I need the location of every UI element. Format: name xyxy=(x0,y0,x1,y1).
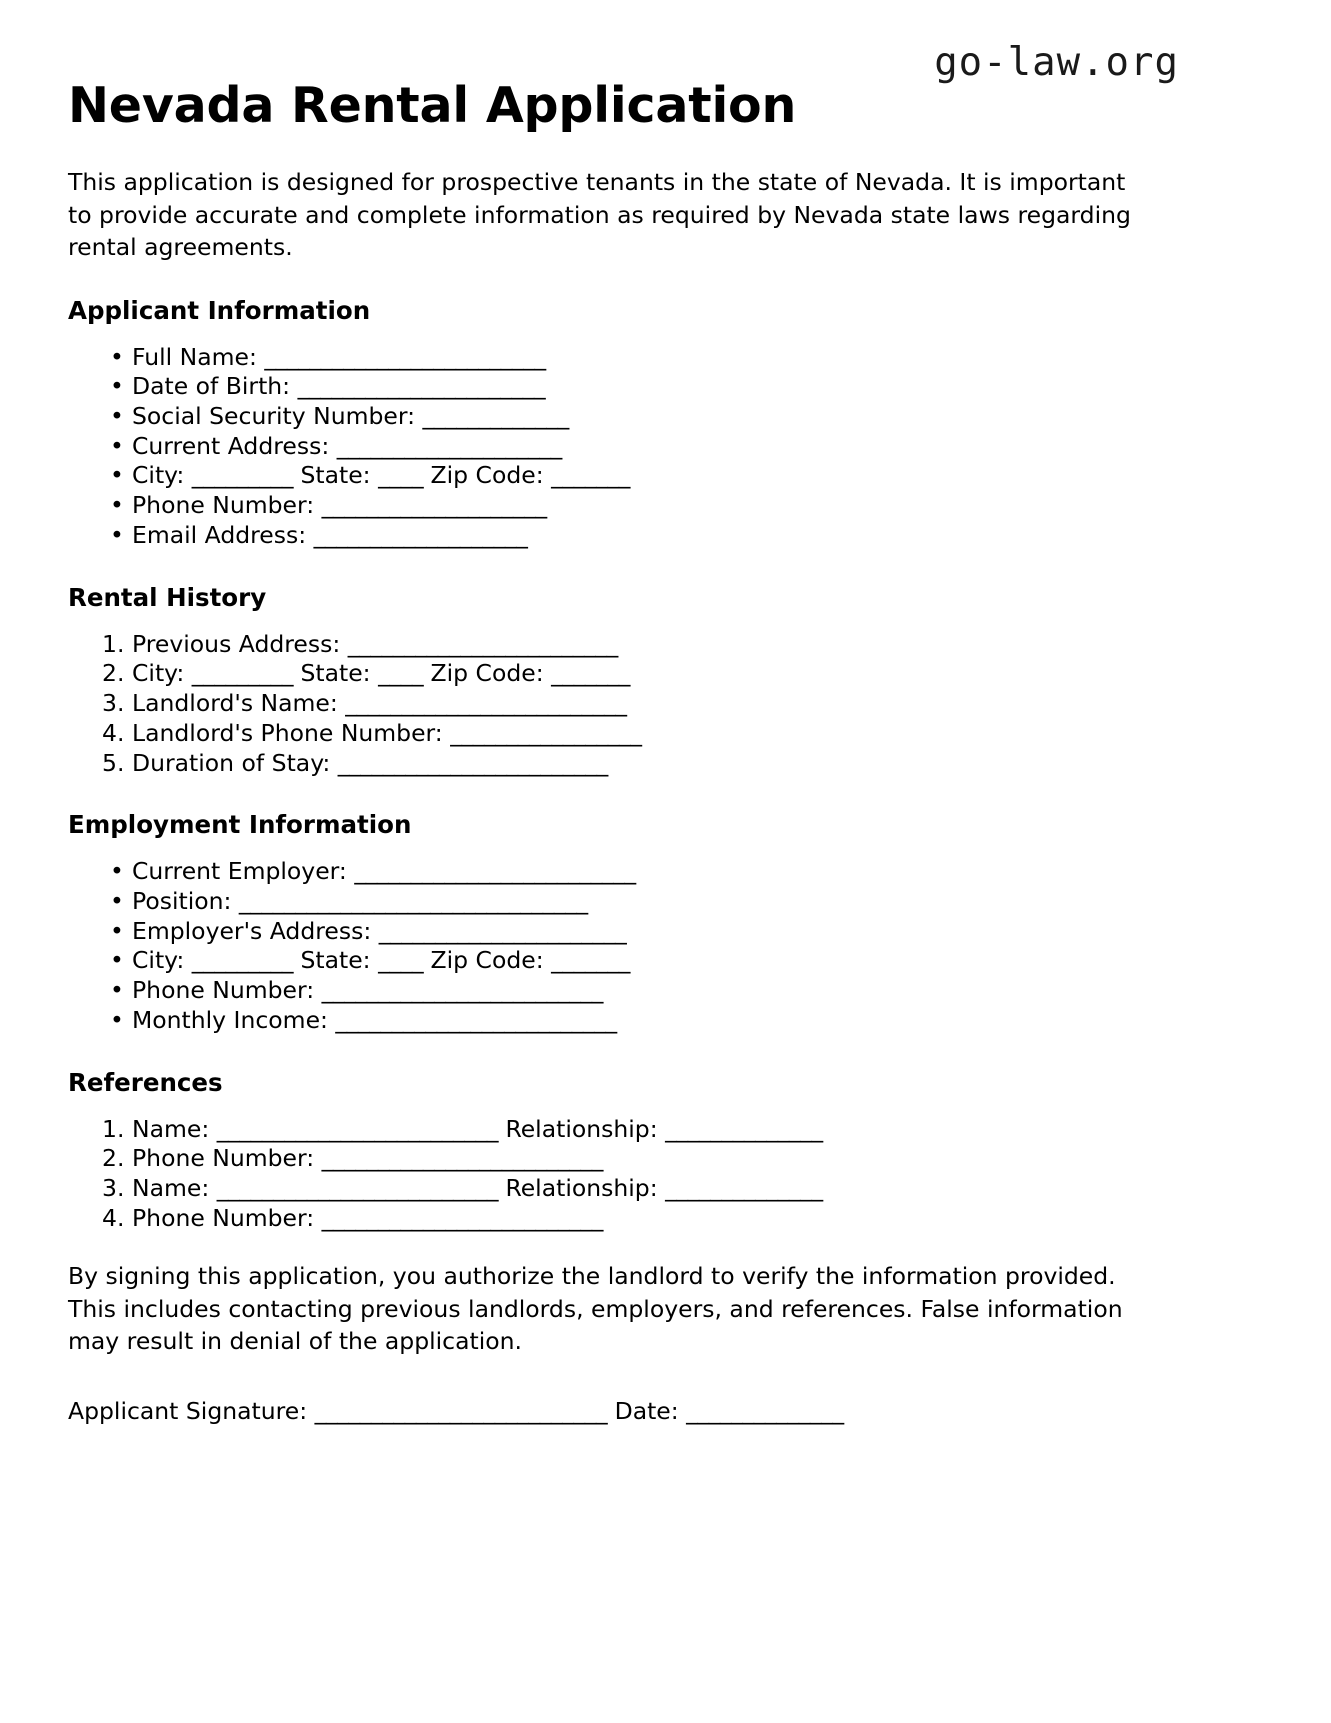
list-item-marker: • xyxy=(110,372,124,401)
field-label: Monthly Income: xyxy=(132,1005,336,1034)
field-label: Social Security Number: xyxy=(132,402,423,431)
list-item xyxy=(68,461,1181,491)
field-label: Full Name: xyxy=(132,342,265,371)
field-label: Name: xyxy=(132,1114,217,1143)
field-blank[interactable]: ______________ xyxy=(665,1173,823,1202)
field-blank[interactable]: _______ xyxy=(551,461,630,490)
list-item xyxy=(68,857,1181,887)
site-brand-logo: go-law.org xyxy=(934,40,1179,85)
field-label: State: xyxy=(293,659,379,688)
field-blank[interactable]: _________________________ xyxy=(345,689,627,718)
field-label: City: xyxy=(132,946,192,975)
list-item xyxy=(68,630,1181,660)
applicant-signature-label: Applicant Signature: xyxy=(68,1396,315,1425)
list-item-marker: 1. xyxy=(102,1114,125,1143)
list-item-marker: • xyxy=(110,402,124,431)
field-blank[interactable]: _________ xyxy=(191,659,293,688)
list-item xyxy=(68,887,1181,917)
field-blank[interactable]: _______ xyxy=(551,946,630,975)
section-heading-applicant-information: Applicant Information xyxy=(68,295,371,325)
field-blank[interactable]: ________________________ xyxy=(337,748,608,777)
list-item-marker: • xyxy=(110,431,124,460)
list-item-marker: 5. xyxy=(102,748,125,777)
field-blank[interactable]: _________________________ xyxy=(216,1114,498,1143)
list-item xyxy=(68,491,1181,521)
field-blank[interactable]: _________ xyxy=(191,461,293,490)
field-blank[interactable]: _________ xyxy=(191,946,293,975)
references-field-list xyxy=(68,1101,1181,1234)
field-label: Email Address: xyxy=(132,520,314,549)
date-label: Date: xyxy=(607,1396,687,1425)
field-blank[interactable]: ________________________ xyxy=(347,629,618,658)
list-item xyxy=(68,343,1181,373)
field-label: Relationship: xyxy=(497,1173,666,1202)
list-item xyxy=(68,976,1181,1006)
list-item xyxy=(68,659,1181,689)
list-item-marker: • xyxy=(110,886,124,915)
field-label: City: xyxy=(132,659,192,688)
list-item xyxy=(68,719,1181,749)
field-label: Landlord's Phone Number: xyxy=(132,718,451,747)
list-item xyxy=(68,372,1181,402)
field-label: Phone Number: xyxy=(132,1203,322,1232)
list-item-marker: • xyxy=(110,491,124,520)
field-blank[interactable]: ______________________ xyxy=(297,372,546,401)
field-blank[interactable]: _________________________ xyxy=(321,976,603,1005)
field-label: Zip Code: xyxy=(423,946,552,975)
list-item-marker: • xyxy=(110,857,124,886)
field-label: Zip Code: xyxy=(423,461,552,490)
signature-row xyxy=(68,1358,1181,1427)
list-item xyxy=(68,749,1181,779)
field-label: Date of Birth: xyxy=(132,372,298,401)
list-item-marker: • xyxy=(110,976,124,1005)
list-item-marker: • xyxy=(110,520,124,549)
list-item xyxy=(68,1144,1181,1174)
field-label: State: xyxy=(293,946,379,975)
field-blank[interactable]: _________________ xyxy=(450,718,642,747)
list-item xyxy=(68,521,1181,551)
list-item xyxy=(68,402,1181,432)
applicant-information-field-list xyxy=(68,329,1181,551)
field-blank[interactable]: _____________ xyxy=(422,402,569,431)
disclaimer-paragraph: By signing this application, you authorize the landlord to verify the information provided. This includes contacting previous landlords, employers, and references. False information may result in denial of the application. xyxy=(68,1262,1123,1356)
field-blank[interactable]: _________________________ xyxy=(321,1203,603,1232)
field-blank[interactable]: ____ xyxy=(378,659,424,688)
list-item xyxy=(68,432,1181,462)
field-blank[interactable]: _________________________ xyxy=(216,1173,498,1202)
list-item-marker: 3. xyxy=(102,689,125,718)
list-item xyxy=(68,917,1181,947)
field-blank[interactable]: _________________________ xyxy=(264,342,546,371)
intro-paragraph: This application is designed for prospective tenants in the state of Nevada. It is important to provide accurate and complete information as required by Nevada state laws regarding rental agreements. xyxy=(68,168,1131,262)
list-item-marker: 3. xyxy=(102,1173,125,1202)
field-label: Current Address: xyxy=(132,431,337,460)
field-label: Landlord's Name: xyxy=(132,689,346,718)
field-label: Relationship: xyxy=(497,1114,666,1143)
list-item-marker: 4. xyxy=(102,718,125,747)
list-item-marker: • xyxy=(110,342,124,371)
section-heading-employment-information: Employment Information xyxy=(68,810,412,840)
field-blank[interactable]: ____ xyxy=(378,946,424,975)
field-label: City: xyxy=(132,461,192,490)
field-blank[interactable]: _______________________________ xyxy=(238,886,588,915)
applicant-signature-blank[interactable]: __________________________ xyxy=(314,1396,608,1425)
page-title: Nevada Rental Application xyxy=(68,77,797,134)
rental-history-field-list xyxy=(68,616,1181,779)
field-blank[interactable]: _________________________ xyxy=(354,857,636,886)
list-item xyxy=(68,1006,1181,1036)
list-item-marker: • xyxy=(110,946,124,975)
section-heading-rental-history: Rental History xyxy=(68,582,267,612)
list-item-marker: 1. xyxy=(102,629,125,658)
field-blank[interactable]: ____________________ xyxy=(336,431,562,460)
field-label: State: xyxy=(293,461,379,490)
employment-information-field-list xyxy=(68,843,1181,1035)
date-blank[interactable]: ______________ xyxy=(686,1396,844,1425)
field-blank[interactable]: _________________________ xyxy=(321,1144,603,1173)
list-item xyxy=(68,1115,1181,1145)
field-blank[interactable]: _______ xyxy=(551,659,630,688)
field-blank[interactable]: _________________________ xyxy=(335,1005,617,1034)
field-label: Previous Address: xyxy=(132,629,348,658)
list-item xyxy=(68,946,1181,976)
field-label: Employer's Address: xyxy=(132,916,379,945)
list-item xyxy=(68,1174,1181,1204)
field-blank[interactable]: ______________ xyxy=(665,1114,823,1143)
list-item-marker: • xyxy=(110,1005,124,1034)
field-label: Zip Code: xyxy=(423,659,552,688)
list-item-marker: 4. xyxy=(102,1203,125,1232)
field-label: Phone Number: xyxy=(132,1144,322,1173)
list-item xyxy=(68,1204,1181,1234)
field-blank[interactable]: ____ xyxy=(378,461,424,490)
field-blank[interactable]: ____________________ xyxy=(321,491,547,520)
field-label: Name: xyxy=(132,1173,217,1202)
field-label: Phone Number: xyxy=(132,976,322,1005)
field-blank[interactable]: ___________________ xyxy=(313,520,528,549)
field-label: Phone Number: xyxy=(132,491,322,520)
list-item-marker: 2. xyxy=(102,659,125,688)
list-item xyxy=(68,689,1181,719)
field-label: Position: xyxy=(132,886,239,915)
field-blank[interactable]: ______________________ xyxy=(378,916,627,945)
list-item-marker: 2. xyxy=(102,1144,125,1173)
field-label: Current Employer: xyxy=(132,857,355,886)
list-item-marker: • xyxy=(110,461,124,490)
field-label: Duration of Stay: xyxy=(132,748,338,777)
section-heading-references: References xyxy=(68,1067,223,1097)
list-item-marker: • xyxy=(110,916,124,945)
